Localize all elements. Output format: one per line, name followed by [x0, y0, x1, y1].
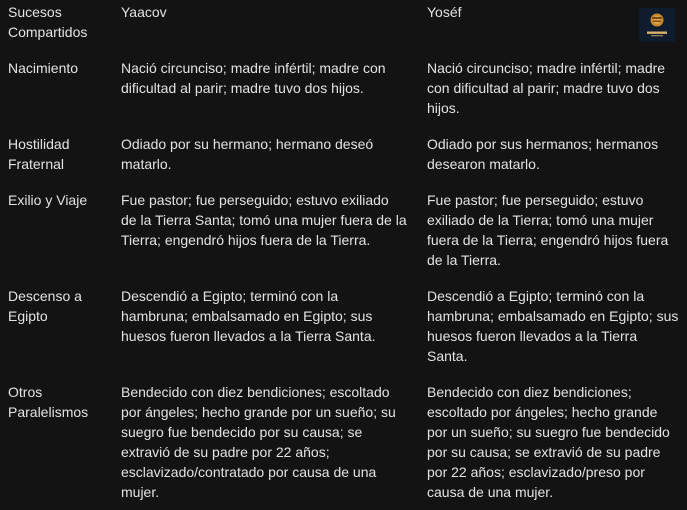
header-events: Sucesos Compartidos — [8, 4, 88, 40]
row-yosef-cell: Fue pastor; fue perseguido; estuvo exiliado de la Tierra; tomó una mujer fuera de la Tierra; engendró hijos fuera de la Tierra. — [427, 192, 669, 268]
row-event-label: Hostilidad Fraternal — [8, 136, 70, 172]
row-event-label: Exilio y Viaje — [8, 192, 88, 208]
logo-graphic — [639, 8, 675, 42]
table-row — [0, 134, 687, 174]
row-event-label: Descenso a Egipto — [8, 288, 82, 324]
brand-logo-icon[interactable] — [639, 8, 675, 42]
row-yaacov-cell: Odiado por su hermano; hermano deseó matarlo. — [121, 136, 374, 172]
table-row — [0, 190, 687, 270]
row-yosef-cell: Nació circunciso; madre infértil; madre con dificultad al parir; madre tuvo dos hijos. — [427, 60, 666, 116]
table-row — [0, 382, 687, 502]
row-yaacov-cell: Fue pastor; fue perseguido; estuvo exiliado de la Tierra Santa; tomó una mujer fuera de la Tierra; engendró hijos fuera de la Tierra. — [121, 192, 407, 248]
row-yosef-cell: Bendecido con diez bendiciones; escoltado por ángeles; hecho grande por un sueño; su suegro fue bendecido por su causa; se extravió de su padre por 22 años; esclavizado/preso por causa de una mujer. — [427, 384, 670, 500]
header-yosef: Yoséf — [427, 4, 462, 20]
table-row — [0, 58, 687, 118]
row-yosef-cell: Odiado por sus hermanos; hermanos desearon matarlo. — [427, 136, 659, 172]
header-yaacov: Yaacov — [121, 4, 167, 20]
row-yaacov-cell: Nació circunciso; madre infértil; madre con dificultad al parir; madre tuvo dos hijos. — [121, 60, 386, 96]
row-event-label: Nacimiento — [8, 60, 79, 76]
row-yaacov-cell: Bendecido con diez bendiciones; escoltado por ángeles; hecho grande por un sueño; su suegro fue bendecido por su causa; se extravió de su padre por 22 años; esclavizado/contratado por causa de una mujer. — [121, 384, 396, 500]
row-yaacov-cell: Descendió a Egipto; terminó con la hambruna; embalsamado en Egipto; sus huesos fueron llevados a la Tierra Santa. — [121, 288, 376, 344]
row-event-label: Otros Paralelismos — [8, 384, 89, 420]
row-yosef-cell: Descendió a Egipto; terminó con la hambruna; embalsamado en Egipto; sus huesos fueron llevados a la Tierra Santa. — [427, 288, 679, 364]
table-row — [0, 286, 687, 366]
header-row — [0, 2, 687, 42]
